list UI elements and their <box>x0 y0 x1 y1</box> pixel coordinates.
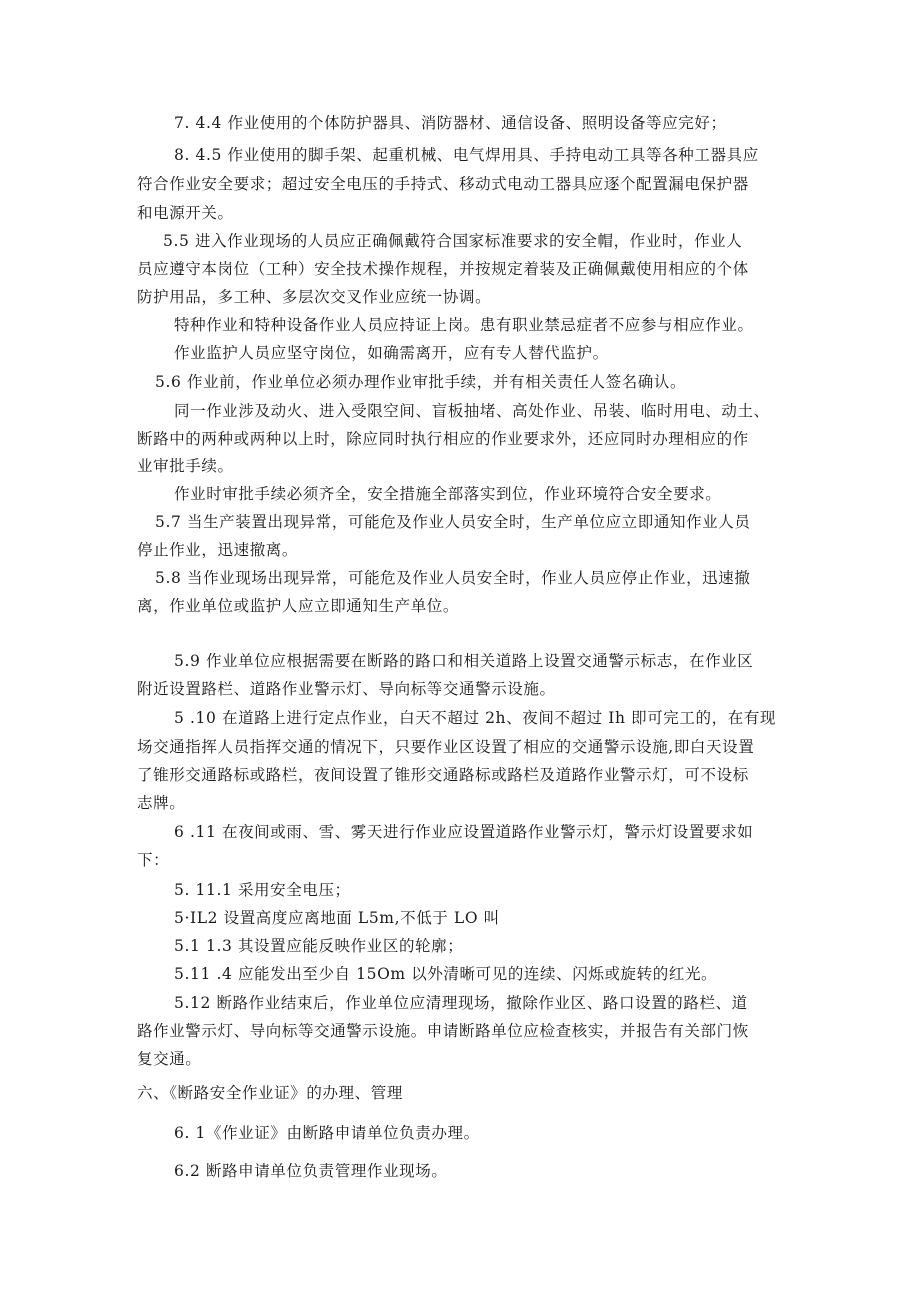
text-line: 5 .10 在道路上进行定点作业，白天不超过 2h、夜间不超过 Ih 即可完工的，在有现 <box>174 709 776 727</box>
text-line: 防护用品，多工种、多层次交叉作业应统一协调。 <box>137 288 492 306</box>
text-line: 5.12 断路作业结束后，作业单位应清理现场，撤除作业区、路口设置的路栏、道 <box>174 994 748 1012</box>
text-line: 5.9 作业单位应根据需要在断路的路口和相关道路上设置交通警示标志，在作业区 <box>174 652 754 670</box>
text-line: 员应遵守本岗位（工种）安全技术操作规程，并按规定着装及正确佩戴使用相应的个体 <box>137 260 749 278</box>
text-line: 作业监护人员应坚守岗位，如确需离开，应有专人替代监护。 <box>174 344 609 362</box>
section-heading: 六、《断路安全作业证》的办理、管理 <box>137 1084 403 1102</box>
text-line: 5.7 当生产装置出现异常，可能危及作业人员安全时，生产单位应立即通知作业人员 <box>155 513 751 531</box>
text-line: 业审批手续。 <box>137 457 234 475</box>
text-line: 7. 4.4 作业使用的个体防护器具、消防器材、通信设备、照明设备等应完好； <box>174 114 727 132</box>
text-line: 作业时审批手续必须齐全，安全措施全部落实到位，作业环境符合安全要求。 <box>174 485 722 503</box>
text-line: 同一作业涉及动火、进入受限空间、盲板抽堵、高处作业、吊装、临时用电、动土、 <box>174 402 770 420</box>
text-line: 附近设置路栏、道路作业警示灯、导向标等交通警示设施。 <box>137 680 556 698</box>
text-line: 志牌。 <box>137 794 186 812</box>
text-line: 5.1 1.3 其设置应能反映作业区的轮廓； <box>174 937 464 955</box>
text-line: 特种作业和特种设备作业人员应持证上岗。患有职业禁忌症者不应参与相应作业。 <box>174 316 754 334</box>
text-line: 场交通指挥人员指挥交通的情况下，只要作业区设置了相应的交通警示设施,即白天设置 <box>137 738 755 756</box>
text-line: 8. 4.5 作业使用的脚手架、起重机械、电气焊用具、手持电动工具等各种工器具应 <box>174 146 759 164</box>
text-line: 5.5 进入作业现场的人员应正确佩戴符合国家标准要求的安全帽，作业时，作业人 <box>163 232 743 250</box>
text-line: 和电源开关。 <box>137 204 234 222</box>
text-line: 6.2 断路申请单位负责管理作业现场。 <box>174 1162 448 1180</box>
text-line: 离，作业单位或监护人应立即通知生产单位。 <box>137 597 460 615</box>
text-line: 了锥形交通路标或路栏，夜间设置了锥形交通路标或路栏及道路作业警示灯，可不设标 <box>137 766 749 784</box>
text-line: 符合作业安全要求；超过安全电压的手持式、移动式电动工器具应逐个配置漏电保护器 <box>137 175 749 193</box>
text-line: 路作业警示灯、导向标等交通警示设施。申请断路单位应检查核实，并报告有关部门恢 <box>137 1022 749 1040</box>
text-line: 停止作业，迅速撤离。 <box>137 541 299 559</box>
text-line: 下： <box>137 851 170 869</box>
text-line: 5.8 当作业现场出现异常，可能危及作业人员安全时，作业人员应停止作业，迅速撤 <box>155 569 751 587</box>
text-line: 5.6 作业前，作业单位必须办理作业审批手续，并有相关责任人签名确认。 <box>155 373 687 391</box>
text-line: 复交通。 <box>137 1050 202 1068</box>
text-line: 5·IL2 设置高度应离地面 L5m,不低于 LO 叫 <box>174 909 500 927</box>
text-line: 5.11 .4 应能发出至少自 15Om 以外清晰可见的连续、闪烁或旋转的红光。 <box>174 965 718 983</box>
text-line: 断路中的两种或两种以上时，除应同时执行相应的作业要求外，还应同时办理相应的作 <box>137 430 749 448</box>
text-line: 5. 11.1 采用安全电压； <box>174 881 351 899</box>
text-line: 6. 1《作业证》由断路申请单位负责办理。 <box>174 1124 480 1142</box>
text-line: 6 .11 在夜间或雨、雪、雾天进行作业应设置道路作业警示灯，警示灯设置要求如 <box>174 823 754 841</box>
